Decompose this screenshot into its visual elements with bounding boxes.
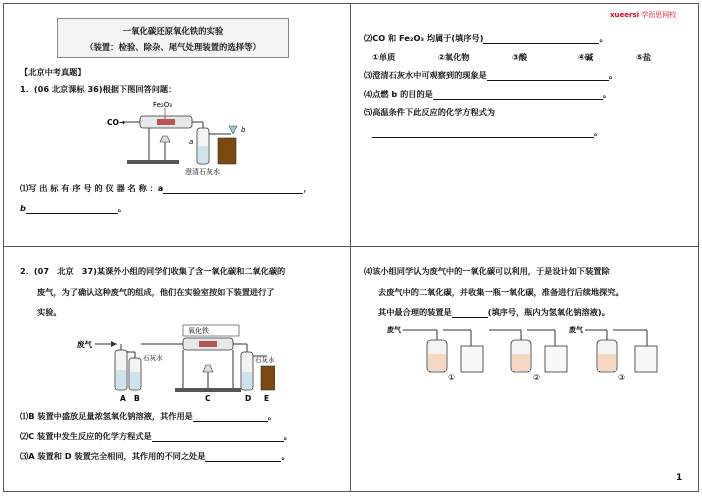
q2-sub2-end: 。: [283, 431, 292, 441]
option-1: ①单质: [372, 52, 396, 62]
brand-logo: [610, 10, 676, 20]
row-divider: [3, 246, 699, 247]
limewater-label: 澄清石灰水: [185, 168, 220, 176]
label-A: A: [120, 394, 126, 402]
q2-sub3-text: ⑶A 装置和 D 装置完全相同，其作用的不同之处是: [20, 451, 206, 461]
q1-sub1-text: ⑴写 出 标 有 序 号 的 仪 器 名 称 ：a: [20, 183, 164, 193]
answer-blank-a: [163, 184, 303, 194]
q2-collection-options-diagram: [385, 320, 690, 382]
q1-sub4-text: ⑷点燃 b 的目的是: [364, 89, 433, 99]
q1-sub5: ⑸高温条件下此反应的化学方程式为: [364, 107, 496, 117]
title-box: [57, 18, 289, 58]
q2-sub4-line3a: 其中最合理的装置是: [378, 307, 452, 317]
q1-sub5-end: 。: [594, 127, 603, 137]
q1-apparatus-diagram: [105, 98, 255, 178]
q2-sub1-text: ⑴B 装置中盛放足量浓氢氧化钠溶液，其作用是: [20, 411, 193, 421]
label-C: C: [205, 394, 211, 402]
label-E: E: [264, 394, 270, 402]
waste-gas-label: 废气: [77, 340, 92, 349]
q1-sub3-end: 。: [608, 70, 618, 80]
option-3: ③酸: [512, 52, 528, 62]
waste-gas-label-opt1: 废气: [387, 326, 401, 334]
q1-sub1-comma: ，: [303, 183, 312, 193]
q1-sub2-text: ⑵CO 和 Fe₂O₃ 均属于(填序号): [364, 33, 484, 43]
title-line-1: 一氧化碳还原氧化铁的实验: [122, 26, 224, 36]
q2-stem-line2: 废气，为了确认这种废气的组成，他们在实验室按如下装置进行了: [37, 287, 275, 297]
option-number-2: ②: [533, 373, 541, 382]
q2-apparatus-diagram: [75, 322, 275, 402]
iron-oxide-label: 氧化铁: [188, 327, 209, 335]
label-D: D: [245, 394, 252, 402]
label-a: a: [189, 138, 194, 146]
q2-sub4-line3b: (填序号，瓶内为氢氧化钠溶液)。: [487, 307, 610, 317]
q1-sub5-answer: [372, 127, 602, 138]
q1-sub3: [364, 70, 617, 81]
q1-sub1-end: 。: [117, 203, 127, 213]
q2-sub2: [20, 431, 292, 442]
q1-sub1: [20, 183, 312, 194]
q2-sub1-end: 。: [267, 411, 277, 421]
q1-sub2-end: 。: [599, 33, 608, 43]
q1-sub1-b: [20, 203, 126, 214]
q1-sub4: [364, 89, 611, 100]
q2-stem-line3: 实验。: [37, 307, 62, 317]
limewater-label-2: 石灰水: [255, 356, 275, 364]
apparatus-option-2: [489, 330, 567, 382]
brand-logo-latin: xueersi: [610, 11, 640, 19]
q1-sub4-end: 。: [602, 89, 612, 99]
answer-blank-q2-sub1: [193, 412, 268, 422]
apparatus-option-1: [387, 325, 483, 382]
q2-sub4-line3: [378, 307, 610, 318]
answer-blank-q2-sub3: [205, 452, 281, 462]
answer-blank-q2-sub4: [452, 308, 488, 318]
option-number-3: ③: [618, 373, 626, 382]
apparatus-option-3: [569, 325, 657, 382]
q1-sub3-text: ⑶澄清石灰水中可观察到的现象是: [364, 70, 487, 80]
section-heading: 【北京中考真题】: [20, 67, 86, 77]
q2-sub4-line1: ⑷该小组同学认为废气中的一氧化碳可以利用，于是设计如下装置除: [364, 266, 610, 276]
option-5: ⑤盐: [636, 52, 652, 62]
q1-sub2: [364, 33, 608, 44]
option-4: ④碱: [578, 52, 594, 62]
answer-blank-q2-sub2: [152, 432, 284, 442]
answer-blank-b: [26, 204, 118, 214]
column-divider: [350, 3, 351, 492]
label-B: B: [134, 394, 140, 402]
q2-sub3: [20, 451, 290, 462]
q2-sub3-end: 。: [281, 451, 290, 461]
option-number-1: ①: [448, 373, 456, 382]
q2-sub1: [20, 411, 276, 422]
q2-sub4-line2: 去废气中的二氧化碳，并收集一瓶一氧化碳，准备进行后续地探究。: [378, 287, 624, 297]
title-line-2: （装置：检验、除杂、尾气处理装置的选择等）: [85, 42, 261, 52]
answer-blank-sub4: [433, 90, 603, 100]
fe2o3-label: Fe₂O₃: [153, 101, 173, 109]
option-2: ②氧化物: [438, 52, 470, 62]
label-b: b: [241, 126, 246, 134]
co-label: CO→: [107, 118, 126, 127]
waste-gas-label-opt3: 废气: [569, 326, 583, 334]
page-number: 1: [676, 473, 683, 483]
answer-blank-sub3: [487, 71, 609, 81]
answer-blank-sub2: [483, 34, 599, 44]
q2-stem-line1: 2．(07 北京 37)某课外小组的同学们收集了含一氧化碳和二氧化碳的: [20, 266, 286, 276]
q1-stem: 1．(06 北京课标 36)根据下图回答问题：: [20, 84, 177, 94]
brand-logo-name: 学而思网校: [641, 11, 677, 19]
limewater-label-1: 石灰水: [143, 354, 163, 362]
q1-sub1-b-label: b: [20, 203, 26, 213]
answer-blank-sub5: [372, 128, 594, 138]
q2-sub2-text: ⑵C 装置中发生反应的化学方程式是: [20, 431, 152, 441]
